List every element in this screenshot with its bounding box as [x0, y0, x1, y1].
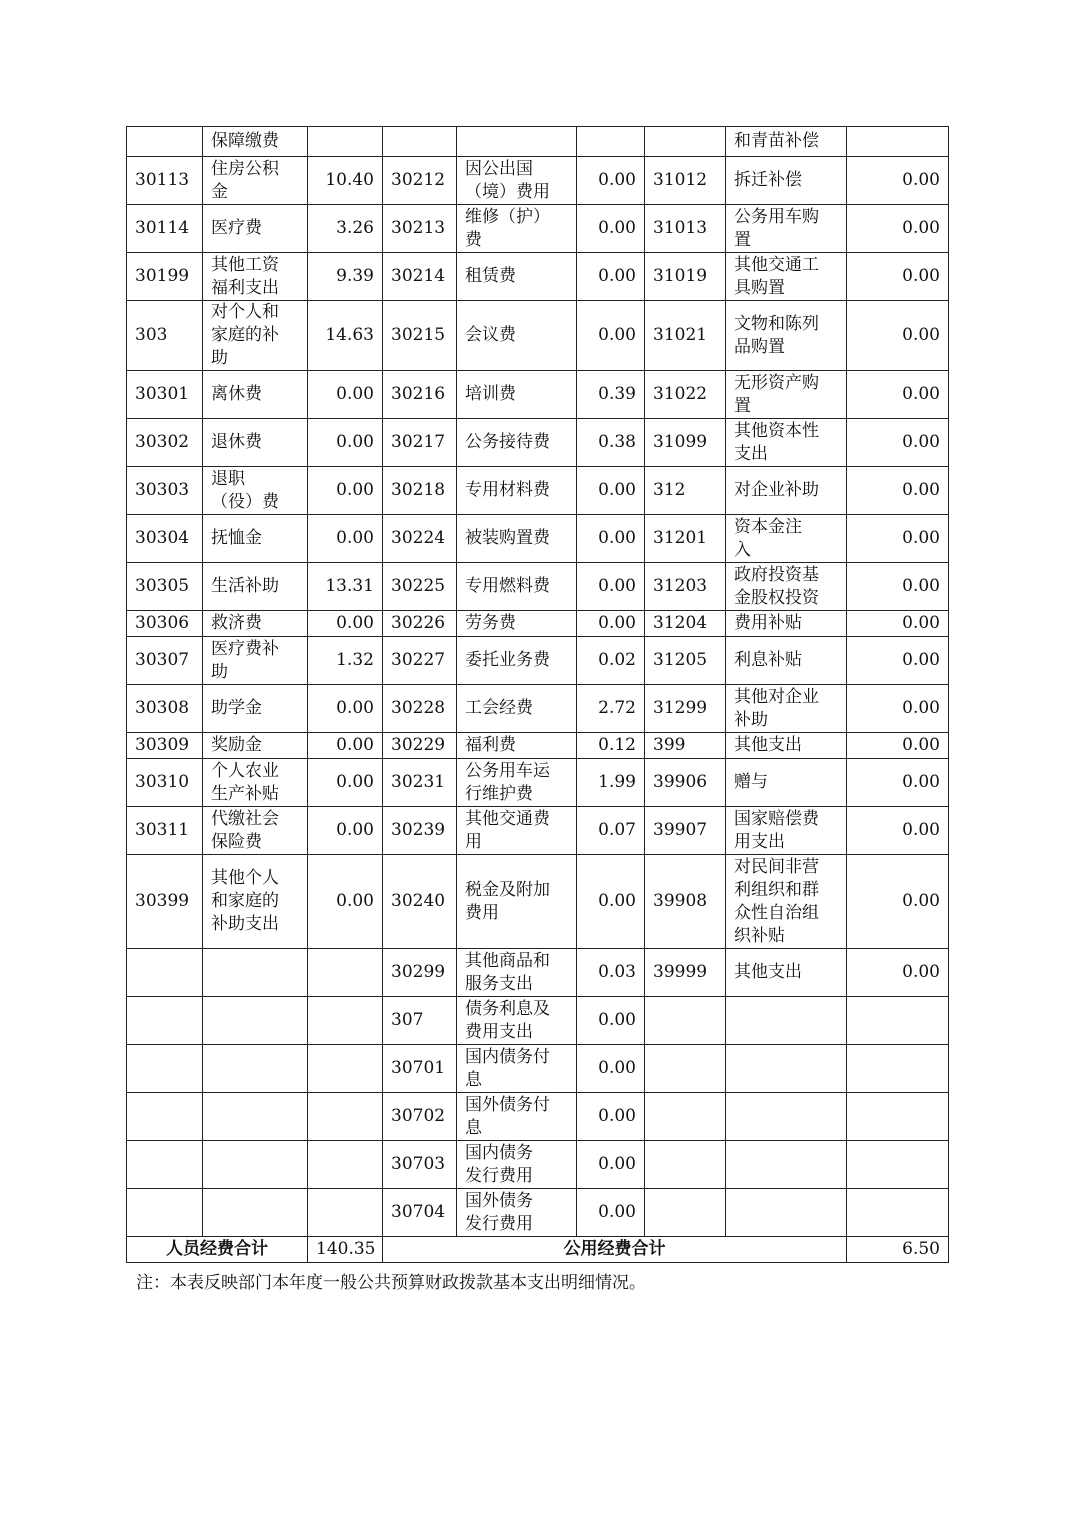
code-cell: [645, 1045, 726, 1093]
name-cell: 培训费: [457, 371, 577, 419]
name-cell: 专用燃料费: [457, 563, 577, 611]
name-cell: 其他商品和 服务支出: [457, 949, 577, 997]
code-cell: 30311: [127, 807, 203, 855]
code-cell: 30229: [383, 733, 457, 759]
name-cell: 对企业补助: [726, 467, 847, 515]
code-cell: 31204: [645, 611, 726, 637]
code-cell: 30302: [127, 419, 203, 467]
code-cell: 30704: [383, 1189, 457, 1237]
code-cell: [127, 1141, 203, 1189]
name-cell: 国外债务付 息: [457, 1093, 577, 1141]
code-cell: 312: [645, 467, 726, 515]
code-cell: 30214: [383, 253, 457, 301]
table-row: [127, 127, 949, 157]
code-cell: 30228: [383, 685, 457, 733]
value-cell: 0.02: [577, 637, 645, 685]
value-cell: 0.00: [847, 205, 949, 253]
name-cell: 退休费: [203, 419, 308, 467]
value-cell: [308, 1045, 383, 1093]
code-cell: 31012: [645, 157, 726, 205]
value-cell: [308, 949, 383, 997]
name-cell: [203, 949, 308, 997]
value-cell: 0.00: [847, 301, 949, 371]
value-cell: [847, 997, 949, 1045]
name-cell: 退职 （役）费: [203, 467, 308, 515]
name-cell: 其他交通工 具购置: [726, 253, 847, 301]
table-note: 注：本表反映部门本年度一般公共预算财政拨款基本支出明细情况。: [136, 1273, 646, 1293]
name-cell: 代缴社会 保险费: [203, 807, 308, 855]
value-cell: 0.00: [847, 855, 949, 949]
name-cell: 因公出国 （境）费用: [457, 157, 577, 205]
table-row: [127, 253, 949, 301]
value-cell: 0.00: [577, 1045, 645, 1093]
value-cell: 0.38: [577, 419, 645, 467]
code-cell: [645, 1189, 726, 1237]
code-cell: 30240: [383, 855, 457, 949]
code-cell: 31203: [645, 563, 726, 611]
value-cell: [847, 1141, 949, 1189]
code-cell: 39907: [645, 807, 726, 855]
personnel-total-value: 140.35: [308, 1237, 383, 1263]
table-row: [127, 1189, 949, 1237]
value-cell: 0.00: [847, 157, 949, 205]
value-cell: 0.00: [577, 611, 645, 637]
value-cell: 0.00: [847, 467, 949, 515]
name-cell: 国外债务 发行费用: [457, 1189, 577, 1237]
name-cell: 公务接待费: [457, 419, 577, 467]
table-row: [127, 855, 949, 949]
totals-row: [127, 1237, 949, 1263]
code-cell: 30309: [127, 733, 203, 759]
code-cell: [645, 997, 726, 1045]
table-row: [127, 467, 949, 515]
value-cell: 3.26: [308, 205, 383, 253]
code-cell: [645, 1141, 726, 1189]
name-cell: [457, 127, 577, 157]
code-cell: 30299: [383, 949, 457, 997]
code-cell: 30199: [127, 253, 203, 301]
name-cell: [203, 1045, 308, 1093]
code-cell: [127, 1189, 203, 1237]
name-cell: 委托业务费: [457, 637, 577, 685]
code-cell: 39908: [645, 855, 726, 949]
value-cell: 0.00: [847, 611, 949, 637]
code-cell: 31021: [645, 301, 726, 371]
name-cell: 费用补贴: [726, 611, 847, 637]
value-cell: 0.00: [847, 515, 949, 563]
code-cell: 30239: [383, 807, 457, 855]
public-total-value: 6.50: [847, 1237, 949, 1263]
value-cell: [308, 127, 383, 157]
name-cell: [203, 997, 308, 1045]
value-cell: 13.31: [308, 563, 383, 611]
name-cell: 会议费: [457, 301, 577, 371]
value-cell: 0.00: [577, 563, 645, 611]
value-cell: 0.00: [308, 467, 383, 515]
value-cell: 0.39: [577, 371, 645, 419]
table-row: [127, 157, 949, 205]
code-cell: 39999: [645, 949, 726, 997]
code-cell: 30213: [383, 205, 457, 253]
code-cell: 30310: [127, 759, 203, 807]
value-cell: 0.00: [847, 685, 949, 733]
table-row: [127, 205, 949, 253]
value-cell: 0.00: [577, 301, 645, 371]
code-cell: [645, 127, 726, 157]
name-cell: 国内债务 发行费用: [457, 1141, 577, 1189]
code-cell: 30304: [127, 515, 203, 563]
name-cell: 租赁费: [457, 253, 577, 301]
code-cell: 30218: [383, 467, 457, 515]
code-cell: 31019: [645, 253, 726, 301]
value-cell: [308, 1189, 383, 1237]
value-cell: 0.03: [577, 949, 645, 997]
name-cell: 文物和陈列 品购置: [726, 301, 847, 371]
table-row: [127, 807, 949, 855]
table-row: [127, 371, 949, 419]
code-cell: 303: [127, 301, 203, 371]
name-cell: [203, 1141, 308, 1189]
name-cell: [726, 1141, 847, 1189]
name-cell: 其他资本性 支出: [726, 419, 847, 467]
name-cell: [726, 1093, 847, 1141]
value-cell: 10.40: [308, 157, 383, 205]
code-cell: 30215: [383, 301, 457, 371]
name-cell: 利息补贴: [726, 637, 847, 685]
value-cell: [847, 1189, 949, 1237]
value-cell: 9.39: [308, 253, 383, 301]
value-cell: 0.00: [847, 807, 949, 855]
value-cell: 0.00: [577, 157, 645, 205]
name-cell: 保障缴费: [203, 127, 308, 157]
name-cell: 无形资产购 置: [726, 371, 847, 419]
value-cell: 0.00: [577, 515, 645, 563]
personnel-total-label: 人员经费合计: [127, 1237, 308, 1263]
name-cell: 拆迁补偿: [726, 157, 847, 205]
name-cell: 税金及附加 费用: [457, 855, 577, 949]
value-cell: 0.00: [847, 733, 949, 759]
table-row: [127, 759, 949, 807]
value-cell: 0.00: [847, 759, 949, 807]
value-cell: 0.00: [577, 855, 645, 949]
code-cell: 30216: [383, 371, 457, 419]
code-cell: 39906: [645, 759, 726, 807]
name-cell: 维修（护） 费: [457, 205, 577, 253]
table-body: [127, 127, 949, 1237]
table-row: [127, 997, 949, 1045]
name-cell: 债务利息及 费用支出: [457, 997, 577, 1045]
table-row: [127, 1141, 949, 1189]
value-cell: [847, 127, 949, 157]
value-cell: 0.00: [308, 807, 383, 855]
name-cell: [726, 1045, 847, 1093]
value-cell: 0.00: [577, 253, 645, 301]
code-cell: 30224: [383, 515, 457, 563]
name-cell: 国家赔偿费 用支出: [726, 807, 847, 855]
value-cell: 0.00: [847, 949, 949, 997]
value-cell: 0.00: [577, 1141, 645, 1189]
name-cell: 政府投资基 金股权投资: [726, 563, 847, 611]
name-cell: 离休费: [203, 371, 308, 419]
code-cell: 399: [645, 733, 726, 759]
value-cell: 0.12: [577, 733, 645, 759]
value-cell: [847, 1045, 949, 1093]
table-row: [127, 1093, 949, 1141]
table-row: [127, 637, 949, 685]
value-cell: [847, 1093, 949, 1141]
name-cell: 资本金注 入: [726, 515, 847, 563]
name-cell: 公务用车运 行维护费: [457, 759, 577, 807]
name-cell: 其他工资 福利支出: [203, 253, 308, 301]
name-cell: 赠与: [726, 759, 847, 807]
value-cell: 0.00: [308, 759, 383, 807]
code-cell: 30231: [383, 759, 457, 807]
name-cell: [203, 1093, 308, 1141]
name-cell: [726, 997, 847, 1045]
value-cell: 0.00: [308, 419, 383, 467]
name-cell: 奖励金: [203, 733, 308, 759]
code-cell: 31205: [645, 637, 726, 685]
value-cell: 0.00: [308, 515, 383, 563]
value-cell: 2.72: [577, 685, 645, 733]
value-cell: 0.00: [847, 419, 949, 467]
value-cell: 0.00: [577, 1189, 645, 1237]
table-row: [127, 1045, 949, 1093]
code-cell: [645, 1093, 726, 1141]
code-cell: 31099: [645, 419, 726, 467]
code-cell: 30114: [127, 205, 203, 253]
value-cell: 0.00: [308, 733, 383, 759]
code-cell: 30307: [127, 637, 203, 685]
code-cell: 30226: [383, 611, 457, 637]
name-cell: 专用材料费: [457, 467, 577, 515]
code-cell: 30113: [127, 157, 203, 205]
name-cell: 救济费: [203, 611, 308, 637]
name-cell: 其他支出: [726, 733, 847, 759]
table-row: [127, 611, 949, 637]
name-cell: 助学金: [203, 685, 308, 733]
value-cell: 14.63: [308, 301, 383, 371]
expense-detail-table: [126, 126, 949, 1263]
value-cell: 1.32: [308, 637, 383, 685]
code-cell: 30308: [127, 685, 203, 733]
code-cell: 31299: [645, 685, 726, 733]
code-cell: 30399: [127, 855, 203, 949]
name-cell: 其他交通费 用: [457, 807, 577, 855]
code-cell: 30702: [383, 1093, 457, 1141]
code-cell: [383, 127, 457, 157]
table-row: [127, 515, 949, 563]
code-cell: 30217: [383, 419, 457, 467]
name-cell: [726, 1189, 847, 1237]
value-cell: 0.00: [577, 205, 645, 253]
value-cell: [308, 1093, 383, 1141]
name-cell: 其他对企业 补助: [726, 685, 847, 733]
value-cell: [308, 1141, 383, 1189]
name-cell: 对个人和 家庭的补 助: [203, 301, 308, 371]
table-row: [127, 949, 949, 997]
table-row: [127, 733, 949, 759]
public-total-label: 公用经费合计: [383, 1237, 847, 1263]
value-cell: 0.07: [577, 807, 645, 855]
value-cell: 0.00: [847, 637, 949, 685]
value-cell: 0.00: [308, 685, 383, 733]
code-cell: [127, 997, 203, 1045]
name-cell: 和青苗补偿: [726, 127, 847, 157]
code-cell: 30227: [383, 637, 457, 685]
value-cell: 1.99: [577, 759, 645, 807]
code-cell: 31022: [645, 371, 726, 419]
name-cell: 生活补助: [203, 563, 308, 611]
name-cell: 医疗费补 助: [203, 637, 308, 685]
value-cell: [308, 997, 383, 1045]
code-cell: 30306: [127, 611, 203, 637]
code-cell: 30212: [383, 157, 457, 205]
table-row: [127, 419, 949, 467]
value-cell: [577, 127, 645, 157]
name-cell: 国内债务付 息: [457, 1045, 577, 1093]
name-cell: 对民间非营 利组织和群 众性自治组 织补贴: [726, 855, 847, 949]
code-cell: 30301: [127, 371, 203, 419]
name-cell: 个人农业 生产补贴: [203, 759, 308, 807]
name-cell: [203, 1189, 308, 1237]
code-cell: 31201: [645, 515, 726, 563]
value-cell: 0.00: [577, 467, 645, 515]
name-cell: 住房公积 金: [203, 157, 308, 205]
code-cell: 30701: [383, 1045, 457, 1093]
name-cell: 抚恤金: [203, 515, 308, 563]
code-cell: [127, 127, 203, 157]
table-row: [127, 301, 949, 371]
code-cell: 30303: [127, 467, 203, 515]
value-cell: 0.00: [577, 1093, 645, 1141]
value-cell: 0.00: [847, 253, 949, 301]
value-cell: 0.00: [847, 371, 949, 419]
code-cell: [127, 1045, 203, 1093]
name-cell: 工会经费: [457, 685, 577, 733]
value-cell: 0.00: [308, 611, 383, 637]
code-cell: 307: [383, 997, 457, 1045]
name-cell: 医疗费: [203, 205, 308, 253]
code-cell: 30225: [383, 563, 457, 611]
value-cell: 0.00: [308, 371, 383, 419]
table-row: [127, 563, 949, 611]
value-cell: 0.00: [577, 997, 645, 1045]
code-cell: 31013: [645, 205, 726, 253]
name-cell: 其他支出: [726, 949, 847, 997]
name-cell: 其他个人 和家庭的 补助支出: [203, 855, 308, 949]
code-cell: 30703: [383, 1141, 457, 1189]
table-row: [127, 685, 949, 733]
name-cell: 公务用车购 置: [726, 205, 847, 253]
code-cell: [127, 949, 203, 997]
name-cell: 劳务费: [457, 611, 577, 637]
name-cell: 福利费: [457, 733, 577, 759]
name-cell: 被装购置费: [457, 515, 577, 563]
code-cell: [127, 1093, 203, 1141]
value-cell: 0.00: [308, 855, 383, 949]
code-cell: 30305: [127, 563, 203, 611]
value-cell: 0.00: [847, 563, 949, 611]
